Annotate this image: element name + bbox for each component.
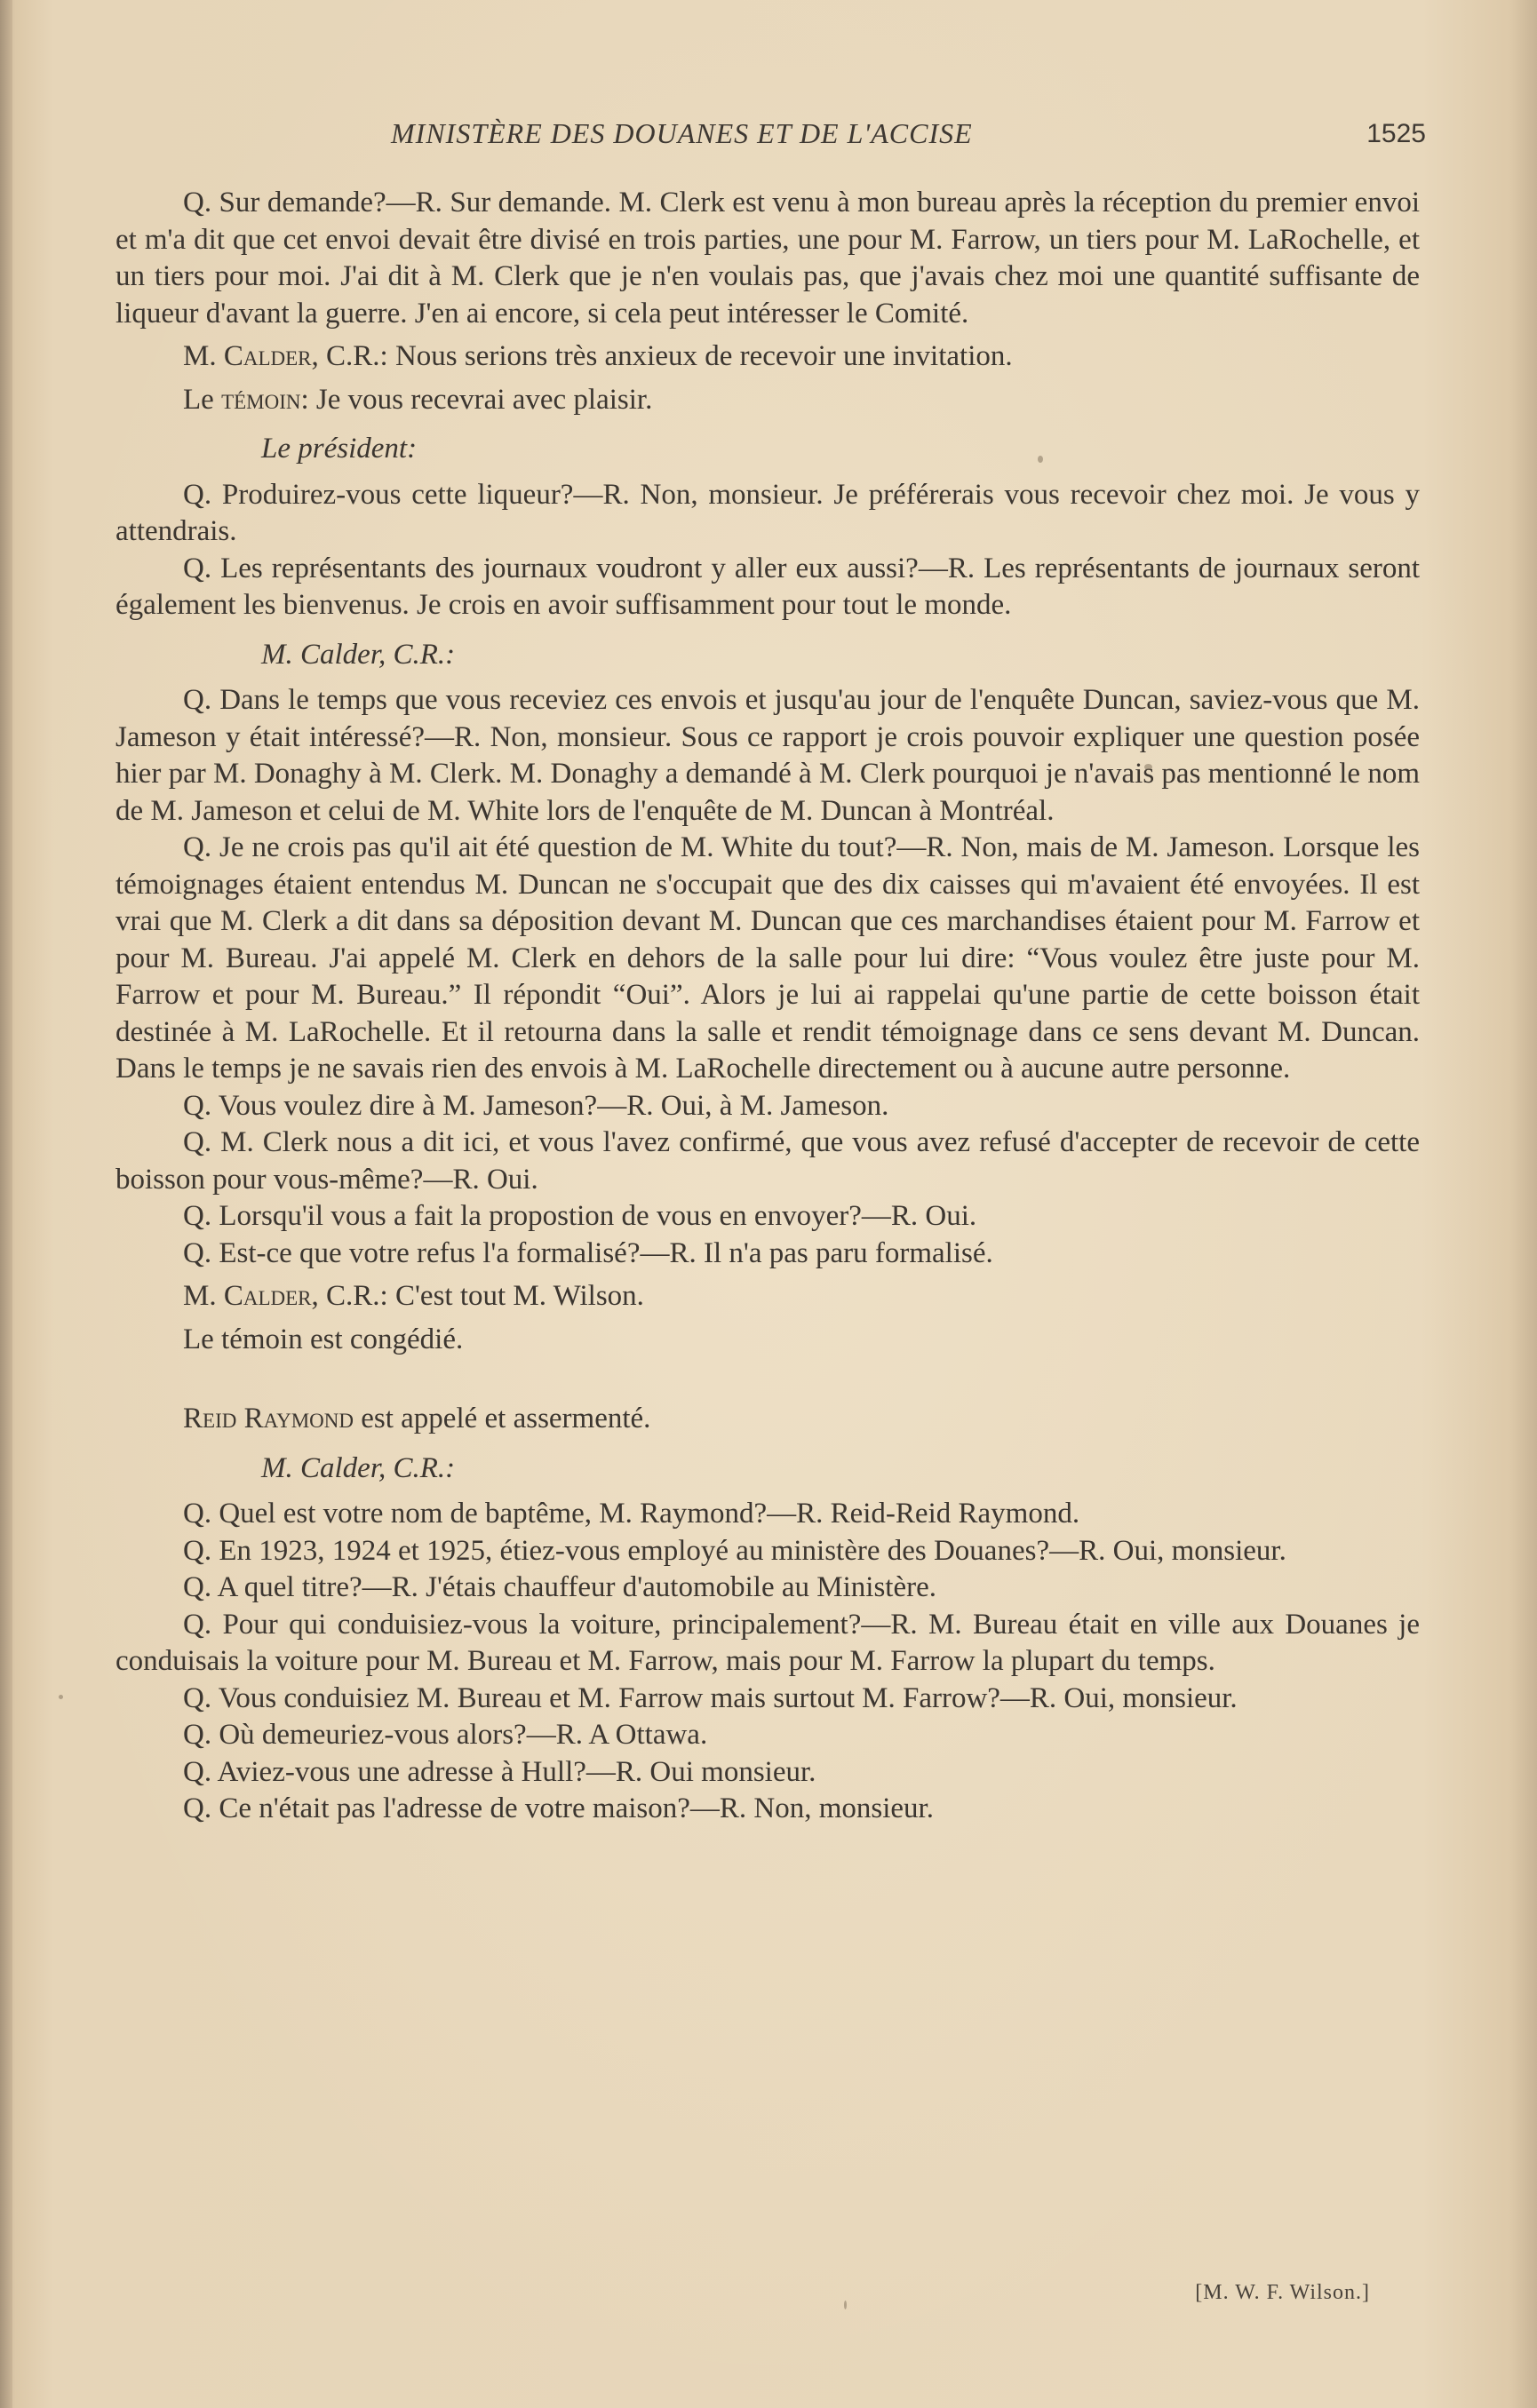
speaker-paragraph xyxy=(115,338,1420,376)
speaker-text: , C.R.: Nous serions très anxieux de recevoir une invitation. xyxy=(311,340,1013,372)
speaker-attribution: [M. W. F. Wilson.] xyxy=(1195,2281,1370,2304)
paragraph: Q. Où demeuriez-vous alors?—R. A Ottawa. xyxy=(183,1719,708,1751)
speaker-paragraph xyxy=(115,1278,1420,1315)
paragraph: Q. Vous conduisiez M. Bureau et M. Farrow mais surtout M. Farrow?—R. Oui, monsieur. xyxy=(183,1681,1238,1714)
speaker-name-smallcaps: témoin xyxy=(221,383,301,416)
speaker-text: : Je vous recevrai avec plaisir. xyxy=(300,383,653,416)
ink-speck xyxy=(1144,764,1152,770)
paragraph: Q. En 1923, 1924 et 1925, étiez-vous employé au ministère des Douanes?—R. Oui, monsieur. xyxy=(183,1534,1286,1567)
speaker-paragraph xyxy=(115,382,1420,419)
section-heading: M. Calder, C.R.: xyxy=(261,638,456,671)
ink-speck xyxy=(59,1695,63,1699)
speaker-name-initial: M. C xyxy=(183,340,243,372)
body-text xyxy=(115,185,1420,1828)
paragraph: Q. Aviez-vous une adresse à Hull?—R. Oui monsieur. xyxy=(183,1755,816,1788)
paragraph: Q. Dans le temps que vous receviez ces envois et jusqu'au jour de l'enquête Duncan, saviez-vous que M. Jameson y était intéressé?—R. Non, monsieur. Sous ce rapport je crois pouvoir expliquer une question posée hier par M. Donaghy à M. Clerk. M. Donaghy a demandé à M. Clerk pourquoi je n'avais pas mentionné le nom de M. Jameson et celui de M. White lors de l'enquête de M. Duncan à Montréal. xyxy=(115,684,1420,827)
paragraph: Q. Les représentants des journaux voudront y aller eux aussi?—R. Les représentants de journaux seront également les bienvenus. Je crois en avoir suffisamment pour tout le monde. xyxy=(115,552,1420,621)
witness-text: est appelé et assermenté. xyxy=(354,1403,651,1434)
paragraph: Q. Est-ce que votre refus l'a formalisé?—R. Il n'a pas paru formalisé. xyxy=(183,1236,993,1269)
witness-name-smallcaps: eid xyxy=(203,1403,237,1434)
paragraph: Q. A quel titre?—R. J'étais chauffeur d'automobile au Ministère. xyxy=(183,1571,936,1603)
page-header xyxy=(115,114,1426,158)
paragraph: Le témoin est congédié. xyxy=(183,1323,464,1355)
paragraph: Q. M. Clerk nous a dit ici, et vous l'avez confirmé, que vous avez refusé d'accepter de recevoir de cette boisson pour vous-même?—R. Oui. xyxy=(115,1126,1420,1196)
speaker-text: , C.R.: C'est tout M. Wilson. xyxy=(311,1280,644,1312)
paragraph: Q. Pour qui conduisiez-vous la voiture, principalement?—R. M. Bureau était en ville aux Douanes je conduisais la voiture pour M. Bureau et M. Farrow, mais pour M. Farrow la plupart du temps. xyxy=(115,1608,1420,1677)
section-heading: M. Calder, C.R.: xyxy=(261,1451,456,1484)
witness-name-smallcaps: aymond xyxy=(263,1403,354,1434)
paragraph: Q. Quel est votre nom de baptême, M. Raymond?—R. Reid-Reid Raymond. xyxy=(183,1498,1080,1530)
section-heading: Le président: xyxy=(261,433,418,465)
paragraph: Q. Ce n'était pas l'adresse de votre maison?—R. Non, monsieur. xyxy=(183,1792,934,1824)
paragraph: Q. Produirez-vous cette liqueur?—R. Non, monsieur. Je préférerais vous recevoir chez moi. Je vous y attendrais. xyxy=(115,478,1420,547)
ink-speck xyxy=(1038,456,1043,463)
ink-speck xyxy=(844,2301,847,2309)
speaker-name-initial: Le xyxy=(183,383,222,416)
speaker-name-smallcaps: alder xyxy=(243,1280,312,1312)
witness-name-initial: R xyxy=(183,1403,203,1434)
paragraph: Q. Sur demande?—R. Sur demande. M. Clerk est venu à mon bureau après la réception du premier envoi et m'a dit que cet envoi devait être divisé en trois parties, une pour M. Farrow, un tiers pour M. LaRochelle, et un tiers pour moi. J'ai dit à M. Clerk que je n'en voulais pas, que j'avais chez moi une quantité suffisante de liqueur d'avant la guerre. J'en ai encore, si cela peut intéresser le Comité. xyxy=(115,187,1420,330)
witness-name-initial: R xyxy=(236,1403,264,1434)
witness-paragraph xyxy=(115,1401,1420,1438)
paragraph: Q. Je ne crois pas qu'il ait été question de M. White du tout?—R. Non, mais de M. Jameson. Lorsque les témoignages étaient entendus M. Duncan ne s'occupait que des dix caisses qui m'avaient été envoyées. Il est vrai que M. Clerk a dit dans sa déposition devant M. Duncan que ces marchandises étaient pour M. Farrow et pour M. Bureau. J'ai appelé M. Clerk en dehors de la salle pour lui dire: “Vous voulez être juste pour M. Farrow et pour M. Bureau.” Il répondit “Oui”. Alors je lui ai rappelai qu'une partie de cette boisson était destinée à M. LaRochelle. Et il retourna dans la salle et rendit témoignage dans ce sens devant M. Duncan. Dans le temps je ne savais rien des envois à M. LaRochelle directement ou à aucune autre personne. xyxy=(115,831,1420,1085)
paragraph: Q. Vous voulez dire à M. Jameson?—R. Oui, à M. Jameson. xyxy=(183,1089,889,1122)
page-edge xyxy=(0,0,12,2408)
paragraph: Q. Lorsqu'il vous a fait la propostion de vous en envoyer?—R. Oui. xyxy=(183,1200,977,1232)
speaker-name-initial: M. C xyxy=(183,1280,243,1312)
page-number: 1525 xyxy=(1366,119,1426,148)
running-title: MINISTÈRE DES DOUANES ET DE L'ACCISE xyxy=(391,117,973,149)
speaker-name-smallcaps: alder xyxy=(243,340,312,372)
